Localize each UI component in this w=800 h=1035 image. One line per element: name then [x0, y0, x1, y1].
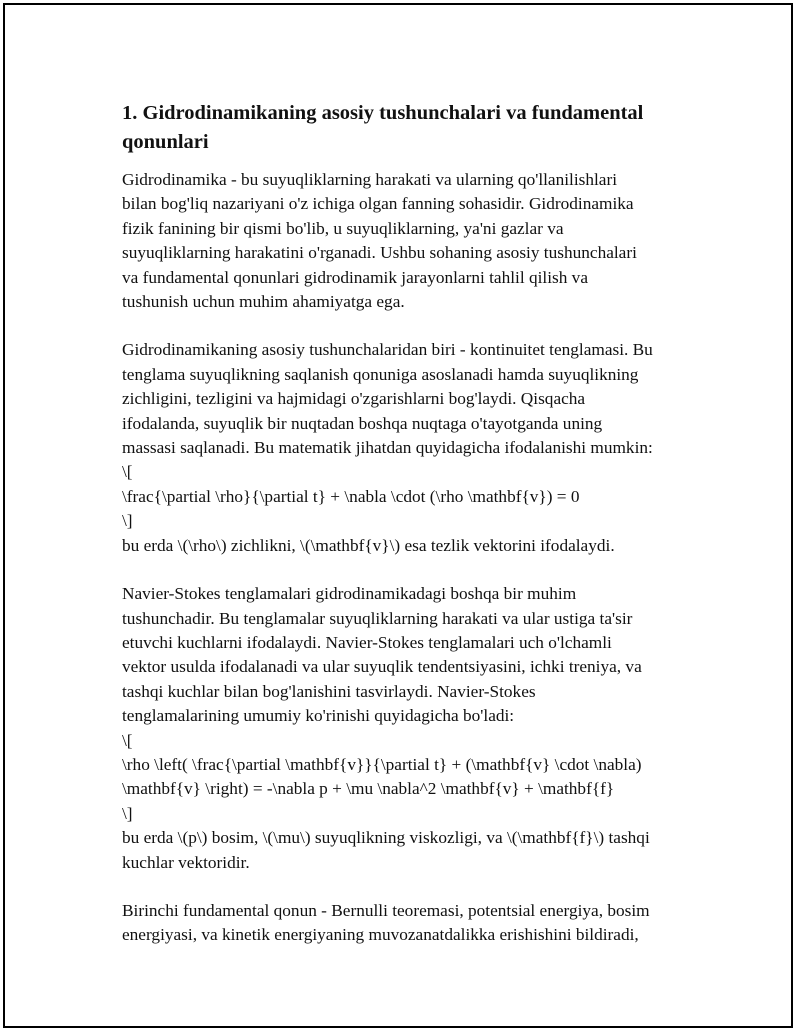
paragraph-bernoulli — [122, 899, 700, 948]
section-heading — [122, 99, 700, 157]
paragraph-continuity — [122, 338, 700, 558]
text-line: energiyasi, va kinetik energiyaning muvozanatdalikka erishishini bildiradi, — [122, 925, 639, 945]
text-line: tenglama suyuqlikning saqlanish qonuniga asoslanadi hamda suyuqlikning — [122, 364, 639, 384]
text-line: vektor usulda ifodalanadi va ular suyuqlik tendentsiyasini, ichki treniya, va — [122, 657, 642, 677]
paragraph-intro — [122, 168, 700, 314]
formula-line: \mathbf{v} \right) = -\nabla p + \mu \nabla^2 \mathbf{v} + \mathbf{f} — [122, 779, 615, 799]
text-line: etuvchi kuchlarni ifodalaydi. Navier-Stokes tenglamalari uch o'lchamli — [122, 632, 612, 652]
text-line: Gidrodinamikaning asosiy tushunchalaridan biri - kontinuitet tenglamasi. Bu — [122, 340, 653, 360]
text-line: va fundamental qonunlari gidrodinamik jarayonlarni tahlil qilish va — [122, 267, 588, 287]
heading-line: qonunlari — [122, 131, 209, 153]
formula-line: \rho \left( \frac{\partial \mathbf{v}}{\partial t} + (\mathbf{v} \cdot \nabla) — [122, 754, 642, 774]
heading-line: 1. Gidrodinamikaning asosiy tushunchalari va fundamental — [122, 102, 644, 124]
text-line: Gidrodinamika - bu suyuqliklarning harakati va ularning qo'llanilishlari — [122, 170, 618, 189]
formula-delimiter: \[ — [122, 462, 133, 482]
text-line: Navier-Stokes tenglamalari gidrodinamikadagi boshqa bir muhim — [122, 584, 577, 604]
formula-line: \frac{\partial \rho}{\partial t} + \nabla \cdot (\rho \mathbf{v}) = 0 — [122, 486, 580, 506]
text-line: bu erda \(p\) bosim, \(\mu\) suyuqlikning viskozligi, va \(\mathbf{f}\) tashqi — [122, 828, 650, 848]
text-line: bilan bog'liq nazariyani o'z ichiga olgan fanning sohasidir. Gidrodinamika — [122, 194, 634, 214]
formula-delimiter: \] — [122, 803, 133, 823]
text-line: tashqi kuchlar bilan bog'lanishini tasvirlaydi. Navier-Stokes — [122, 681, 536, 701]
text-line: tushunchadir. Bu tenglamalar suyuqliklarning harakati va ular ustiga ta'sir — [122, 608, 633, 628]
text-line: zichligini, tezligini va hajmidagi o'zgarishlarni bog'laydi. Qisqacha — [122, 389, 586, 409]
formula-delimiter: \] — [122, 511, 133, 531]
text-line: tenglamalarining umumiy ko'rinishi quyidagicha bo'ladi: — [122, 706, 515, 726]
text-line: massasi saqlanadi. Bu matematik jihatdan quyidagicha ifodalanishi mumkin: — [122, 438, 653, 458]
text-line: Birinchi fundamental qonun - Bernulli teoremasi, potentsial energiya, bosim — [122, 900, 650, 920]
formula-delimiter: \[ — [122, 730, 133, 750]
text-line: tushunish uchun muhim ahamiyatga ega. — [122, 292, 405, 312]
text-line: kuchlar vektoridir. — [122, 852, 250, 872]
paragraph-navier-stokes — [122, 582, 700, 875]
text-line: fizik fanining bir qismi bo'lib, u suyuqliklarning, ya'ni gazlar va — [122, 218, 564, 238]
document-body — [122, 99, 700, 972]
text-line: bu erda \(\rho\) zichlikni, \(\mathbf{v}\) esa tezlik vektorini ifodalaydi. — [122, 535, 615, 555]
page-frame — [3, 3, 793, 1028]
text-line: ifodalanda, suyuqlik bir nuqtadan boshqa nuqtaga o'tayotganda uning — [122, 413, 603, 433]
text-line: suyuqliklarning harakatini o'rganadi. Ushbu sohaning asosiy tushunchalari — [122, 243, 637, 263]
